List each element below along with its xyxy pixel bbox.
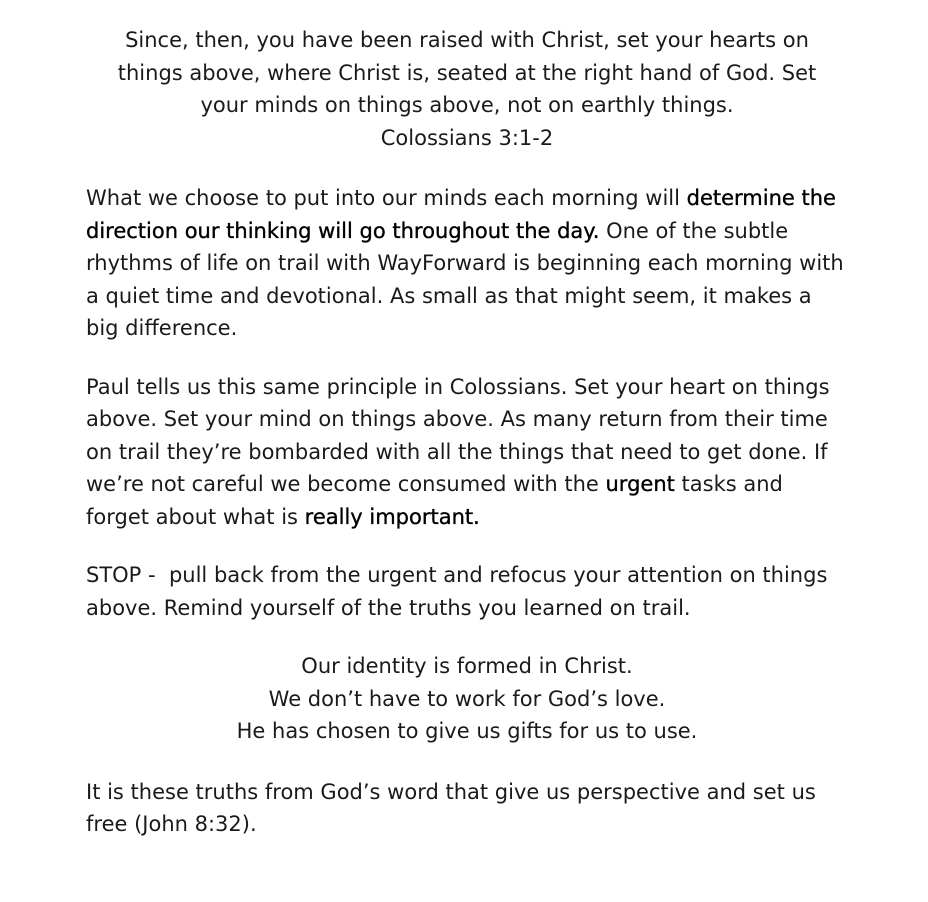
emphasis-really-important: really important. [304,504,480,529]
paragraph-text: One of the subtle rhythms of life on trail with WayForward is beginning each morning with a quiet time and devotional. As small as that might seem, it makes a big difference. [86,218,844,340]
scripture-text: Since, then, you have been raised with Christ, set your hearts on things above, where Christ is, seated at the right hand of God. Set your minds on things above, not on earthly things. [117,28,817,117]
paragraph-text: STOP - pull back from the urgent and refocus your attention on things above. Remind yourself of the truths you learned on trail. [86,563,835,620]
paragraph-conclusion [86,776,848,841]
paragraph-paul-colossians [86,371,848,534]
truth-line: Our identity is formed in Christ. [301,654,633,678]
truth-line: We don’t have to work for God’s love. [268,686,666,711]
truth-line: He has chosen to give us gifts for us to use. [236,719,698,743]
paragraph-stop [86,559,848,624]
paragraph-text: Paul tells us this same principle in Colossians. Set your heart on things above. Set your mind on things above. As many return from their time on trail they’re bombarded with all the things that need to get done. If we’re not careful we become consumed with the [86,374,830,496]
devotional-page [86,24,848,867]
emphasis-text: determine the direction our thinking will go throughout the day. [86,186,836,243]
scripture-reference: Colossians 3:1-2 [380,125,554,150]
scripture-quote [86,24,848,154]
emphasis-urgent: urgent [605,472,675,496]
paragraph-text: tasks and forget about what is [86,472,783,529]
paragraph-text: It is these truths from God’s word that give us perspective and set us free (John 8:32). [86,779,816,836]
paragraph-text: What we choose to put into our minds each morning will [86,186,687,210]
paragraph-morning-minds [86,182,848,345]
truths-list [86,650,848,748]
